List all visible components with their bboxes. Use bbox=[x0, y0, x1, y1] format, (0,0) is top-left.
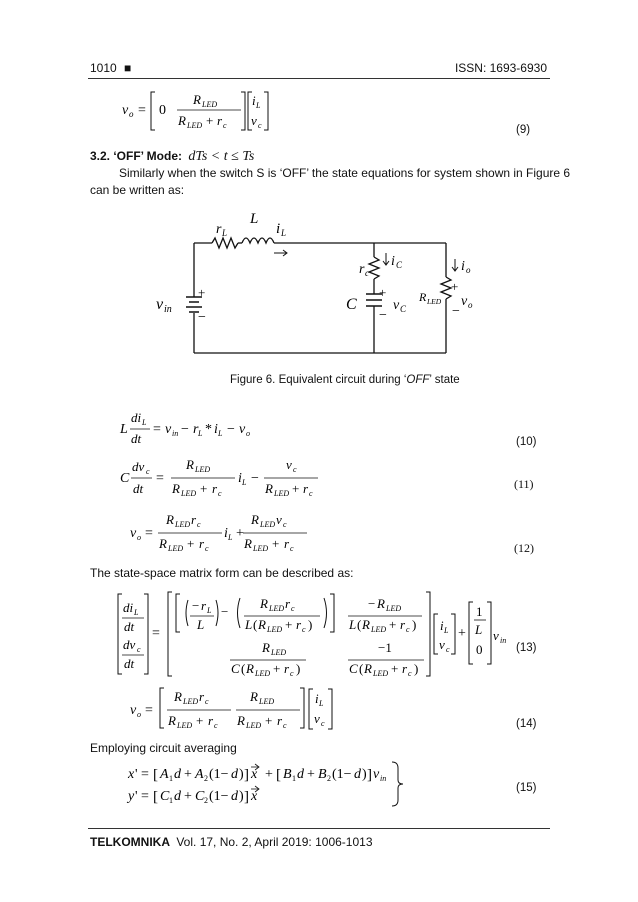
svg-text:+: + bbox=[236, 526, 244, 541]
svg-text:): ) bbox=[239, 789, 244, 804]
svg-text:v: v bbox=[439, 637, 445, 652]
svg-text:L: L bbox=[349, 617, 357, 632]
svg-text:r: r bbox=[208, 713, 214, 728]
svg-text:=: = bbox=[138, 103, 146, 118]
svg-text:+: + bbox=[379, 285, 387, 300]
svg-text:y: y bbox=[128, 789, 135, 804]
svg-text:c: c bbox=[197, 520, 201, 529]
section-heading-text: 3.2. ‘OFF’ Mode: bbox=[90, 149, 183, 163]
svg-text:R: R bbox=[265, 481, 273, 496]
svg-text:c: c bbox=[205, 544, 209, 553]
svg-text:c: c bbox=[293, 465, 297, 474]
svg-text:LED: LED bbox=[386, 604, 402, 613]
svg-text:2: 2 bbox=[327, 774, 331, 783]
svg-text:d: d bbox=[231, 789, 238, 804]
svg-text:v: v bbox=[239, 422, 246, 437]
svg-text:LED: LED bbox=[175, 520, 191, 529]
svg-text:c: c bbox=[283, 721, 287, 730]
svg-text:R: R bbox=[159, 536, 167, 551]
label-rc: r bbox=[359, 262, 365, 277]
equation-15 bbox=[126, 760, 486, 808]
svg-text:LED: LED bbox=[271, 648, 287, 657]
svg-text:d: d bbox=[297, 767, 304, 782]
issn-label: ISSN: 1693-6930 bbox=[454, 61, 547, 75]
svg-text:−: − bbox=[227, 422, 235, 437]
svg-text:dt: dt bbox=[133, 481, 144, 496]
svg-text:c: c bbox=[290, 544, 294, 553]
svg-text:v: v bbox=[286, 457, 292, 472]
svg-text:−: − bbox=[251, 471, 259, 486]
svg-text:): ) bbox=[308, 617, 313, 632]
svg-text:v: v bbox=[251, 113, 257, 128]
svg-text:c: c bbox=[446, 645, 450, 654]
svg-text:R: R bbox=[362, 617, 370, 632]
svg-text:LED: LED bbox=[181, 489, 197, 498]
equation-11 bbox=[118, 452, 318, 500]
svg-text:1: 1 bbox=[476, 604, 483, 619]
svg-text:di: di bbox=[123, 600, 134, 615]
svg-text:−: − bbox=[379, 308, 387, 323]
svg-text:+: + bbox=[196, 713, 204, 728]
svg-text:]: ] bbox=[367, 767, 372, 783]
svg-text:LED: LED bbox=[168, 544, 184, 553]
svg-text:LED: LED bbox=[195, 465, 211, 474]
svg-text:L: L bbox=[120, 422, 128, 437]
svg-text:(1−: (1− bbox=[332, 767, 352, 782]
svg-text:=: = bbox=[156, 471, 164, 486]
svg-text:r: r bbox=[285, 596, 291, 611]
footer-citation bbox=[90, 835, 373, 849]
svg-text:): ) bbox=[412, 617, 417, 632]
svg-text:di: di bbox=[131, 410, 142, 425]
svg-text:R: R bbox=[166, 512, 174, 527]
svg-text:L: L bbox=[242, 478, 247, 487]
svg-text:dt: dt bbox=[131, 431, 142, 446]
averaging-text: Employing circuit averaging bbox=[90, 741, 237, 755]
equation-14-number: (14) bbox=[516, 718, 537, 730]
svg-text:): ) bbox=[414, 661, 419, 676]
page-number: 1010 bbox=[90, 61, 117, 75]
svg-text:LED: LED bbox=[373, 669, 389, 678]
svg-text:+: + bbox=[285, 617, 293, 632]
svg-text:L: L bbox=[444, 626, 449, 635]
svg-text:i: i bbox=[224, 526, 228, 541]
svg-text:v: v bbox=[130, 703, 137, 718]
label-L: L bbox=[250, 211, 259, 227]
equation-12-second-term bbox=[243, 507, 323, 555]
svg-text:c: c bbox=[214, 721, 218, 730]
svg-text:v: v bbox=[165, 422, 172, 437]
svg-text:L: L bbox=[142, 418, 147, 427]
svg-text:=: = bbox=[153, 422, 161, 437]
svg-text:2: 2 bbox=[204, 796, 208, 805]
svg-text:i: i bbox=[214, 422, 218, 437]
svg-text:in: in bbox=[164, 304, 172, 315]
svg-text:LED: LED bbox=[187, 121, 203, 130]
statespace-text: The state-space matrix form can be described as: bbox=[90, 566, 354, 580]
page-header-left bbox=[90, 61, 131, 75]
svg-text:+: + bbox=[273, 661, 281, 676]
svg-text:−: − bbox=[192, 598, 200, 613]
svg-text:R: R bbox=[193, 92, 201, 107]
label-io: i bbox=[461, 259, 465, 274]
svg-text:LED: LED bbox=[246, 721, 262, 730]
paragraph-line-2: can be written as: bbox=[90, 183, 185, 197]
svg-text:+: + bbox=[198, 285, 206, 300]
svg-text:(1−: (1− bbox=[209, 767, 229, 782]
svg-text:R: R bbox=[377, 596, 385, 611]
svg-text:C: C bbox=[396, 260, 403, 270]
svg-text:(: ( bbox=[357, 617, 362, 632]
svg-text:C: C bbox=[160, 789, 170, 804]
paragraph-line-1: Similarly when the switch S is ‘OFF’ the state equations for system shown in Figure 6 bbox=[119, 166, 571, 180]
svg-text:LED: LED bbox=[177, 721, 193, 730]
svg-text:': ' bbox=[135, 767, 138, 782]
svg-text:=: = bbox=[145, 526, 153, 541]
svg-text:r: r bbox=[193, 422, 199, 437]
svg-text:+: + bbox=[451, 279, 459, 294]
svg-text:=: = bbox=[152, 626, 160, 641]
svg-text:L: L bbox=[228, 533, 233, 542]
equation-13-number: (13) bbox=[516, 642, 537, 654]
svg-text:r: r bbox=[191, 512, 197, 527]
svg-text:R: R bbox=[246, 661, 254, 676]
svg-text:v: v bbox=[276, 512, 282, 527]
square-marker-icon: ■ bbox=[124, 61, 132, 75]
svg-text:LED: LED bbox=[260, 520, 276, 529]
svg-text:C: C bbox=[231, 661, 240, 676]
svg-text:r: r bbox=[296, 617, 302, 632]
svg-text:L: L bbox=[256, 101, 261, 110]
equation-9-number: (9) bbox=[516, 124, 531, 136]
svg-text:c: c bbox=[291, 604, 295, 613]
svg-text:R: R bbox=[237, 713, 245, 728]
svg-text:r: r bbox=[284, 661, 290, 676]
svg-text:A: A bbox=[160, 767, 169, 782]
svg-text:R: R bbox=[250, 689, 258, 704]
svg-text:=: = bbox=[141, 789, 149, 804]
svg-text:v: v bbox=[373, 767, 380, 782]
footer-volume: Vol. 17, No. 2, April 2019: 1006-1013 bbox=[176, 835, 373, 849]
svg-text:L: L bbox=[207, 606, 212, 615]
svg-text:L: L bbox=[198, 429, 203, 438]
svg-text:(: ( bbox=[253, 617, 258, 632]
svg-text:R: R bbox=[260, 596, 268, 611]
svg-text:): ) bbox=[239, 767, 244, 782]
svg-text:i: i bbox=[252, 93, 256, 108]
svg-text:]: ] bbox=[244, 789, 249, 805]
svg-text:+: + bbox=[307, 767, 315, 782]
label-vC: v bbox=[393, 298, 400, 313]
svg-text:o: o bbox=[137, 710, 141, 719]
footer-rule bbox=[88, 828, 550, 829]
svg-text:R: R bbox=[262, 640, 270, 655]
svg-text:R: R bbox=[251, 512, 259, 527]
svg-text:r: r bbox=[284, 536, 290, 551]
svg-text:−: − bbox=[221, 604, 229, 619]
svg-text:x: x bbox=[128, 767, 135, 782]
svg-text:L: L bbox=[245, 617, 253, 632]
svg-text:c: c bbox=[302, 625, 306, 634]
svg-text:r: r bbox=[217, 113, 223, 128]
svg-text:+: + bbox=[184, 767, 192, 782]
svg-text:i: i bbox=[315, 691, 319, 706]
svg-text:+: + bbox=[391, 661, 399, 676]
svg-text:o: o bbox=[129, 109, 134, 119]
svg-text:x: x bbox=[251, 789, 258, 804]
svg-text:LED: LED bbox=[274, 489, 290, 498]
svg-text:LED: LED bbox=[259, 697, 275, 706]
svg-text:L: L bbox=[475, 622, 483, 637]
svg-text:[: [ bbox=[153, 767, 158, 783]
svg-text:[: [ bbox=[153, 789, 158, 805]
svg-text:c: c bbox=[218, 489, 222, 498]
svg-text:R: R bbox=[172, 481, 180, 496]
svg-text:L: L bbox=[218, 429, 223, 438]
svg-text:R: R bbox=[364, 661, 372, 676]
svg-text:−: − bbox=[198, 310, 206, 325]
svg-text:B: B bbox=[318, 767, 327, 782]
svg-text:L: L bbox=[197, 617, 205, 632]
svg-text:A: A bbox=[195, 767, 204, 782]
svg-text:−: − bbox=[452, 304, 460, 319]
svg-text:0: 0 bbox=[476, 642, 483, 657]
svg-text:C: C bbox=[120, 471, 130, 486]
svg-text:C: C bbox=[195, 789, 205, 804]
svg-text:i: i bbox=[238, 471, 242, 486]
svg-text:=: = bbox=[145, 703, 153, 718]
svg-text:LED: LED bbox=[255, 669, 271, 678]
svg-text:dv: dv bbox=[132, 459, 145, 474]
label-vin: v bbox=[156, 296, 164, 313]
svg-text:R: R bbox=[258, 617, 266, 632]
svg-text:*: * bbox=[205, 422, 212, 437]
svg-text:r: r bbox=[199, 689, 205, 704]
label-C: C bbox=[346, 296, 357, 313]
equation-12-number: (12) bbox=[514, 541, 534, 555]
svg-text:+: + bbox=[265, 767, 273, 782]
svg-text:C: C bbox=[349, 661, 358, 676]
svg-text:LED: LED bbox=[202, 100, 218, 109]
svg-text:LED: LED bbox=[253, 544, 269, 553]
svg-text:d: d bbox=[354, 767, 361, 782]
current-arrow-icon bbox=[274, 250, 287, 256]
svg-text:c: c bbox=[309, 489, 313, 498]
svg-text:+: + bbox=[389, 617, 397, 632]
svg-text:x: x bbox=[251, 767, 258, 782]
equation-10-number: (10) bbox=[516, 436, 537, 448]
svg-text:(1−: (1− bbox=[209, 789, 229, 804]
svg-text:[: [ bbox=[276, 767, 281, 783]
svg-text:dt: dt bbox=[124, 656, 135, 671]
figure-caption: Figure 6. Equivalent circuit during ‘OFF’ state bbox=[230, 374, 460, 386]
svg-text:o: o bbox=[246, 429, 250, 438]
svg-text:R: R bbox=[186, 457, 194, 472]
svg-text:v: v bbox=[314, 711, 320, 726]
svg-text:−1: −1 bbox=[378, 640, 392, 655]
svg-text:R: R bbox=[168, 713, 176, 728]
svg-text:(: ( bbox=[241, 661, 246, 676]
label-RLED: R bbox=[419, 290, 427, 304]
svg-text:L: L bbox=[222, 228, 228, 238]
svg-text:c: c bbox=[321, 719, 325, 728]
header-rule bbox=[88, 78, 550, 79]
svg-text:L: L bbox=[281, 228, 287, 238]
svg-text:c: c bbox=[258, 121, 262, 130]
svg-text:c: c bbox=[283, 520, 287, 529]
svg-text:c: c bbox=[365, 268, 369, 278]
svg-text:]: ] bbox=[244, 767, 249, 783]
svg-text:d: d bbox=[231, 767, 238, 782]
label-iC: i bbox=[391, 254, 395, 269]
svg-text:−: − bbox=[368, 596, 376, 611]
svg-text:+: + bbox=[200, 481, 208, 496]
svg-text:r: r bbox=[201, 598, 207, 613]
equation-11-number: (11) bbox=[514, 477, 534, 491]
svg-text:): ) bbox=[296, 661, 301, 676]
svg-text:+: + bbox=[184, 789, 192, 804]
svg-text:r: r bbox=[277, 713, 283, 728]
svg-text:0: 0 bbox=[159, 103, 166, 118]
equation-15-number: (15) bbox=[516, 782, 537, 794]
svg-text:c: c bbox=[406, 625, 410, 634]
svg-text:): ) bbox=[362, 767, 367, 782]
svg-text:LED: LED bbox=[183, 697, 199, 706]
svg-text:in: in bbox=[172, 429, 179, 438]
svg-text:LED: LED bbox=[371, 625, 387, 634]
svg-text:dv: dv bbox=[123, 637, 136, 652]
svg-text:v: v bbox=[493, 628, 499, 643]
svg-text:r: r bbox=[199, 536, 205, 551]
current-arrow-icon bbox=[452, 259, 458, 271]
section-heading-math: dTs < t ≤ Ts bbox=[188, 149, 255, 164]
svg-text:C: C bbox=[400, 304, 407, 314]
svg-text:c: c bbox=[137, 645, 141, 654]
svg-text:o: o bbox=[466, 265, 471, 275]
svg-text:r: r bbox=[303, 481, 309, 496]
svg-text:r: r bbox=[400, 617, 406, 632]
svg-text:': ' bbox=[135, 789, 138, 804]
svg-text:(: ( bbox=[359, 661, 364, 676]
svg-text:1: 1 bbox=[169, 796, 173, 805]
svg-text:=: = bbox=[141, 767, 149, 782]
label-vo: v bbox=[461, 294, 468, 309]
svg-text:R: R bbox=[178, 113, 186, 128]
svg-text:r: r bbox=[212, 481, 218, 496]
svg-text:r: r bbox=[402, 661, 408, 676]
svg-text:c: c bbox=[290, 669, 294, 678]
svg-text:d: d bbox=[174, 789, 181, 804]
svg-text:R: R bbox=[244, 536, 252, 551]
svg-text:B: B bbox=[283, 767, 292, 782]
svg-text:dt: dt bbox=[124, 619, 135, 634]
svg-text:1: 1 bbox=[292, 774, 296, 783]
svg-text:c: c bbox=[205, 697, 209, 706]
svg-text:+: + bbox=[265, 713, 273, 728]
svg-text:+: + bbox=[458, 626, 466, 641]
equation-14 bbox=[118, 684, 318, 732]
svg-text:L: L bbox=[319, 699, 324, 708]
svg-text:LED: LED bbox=[267, 625, 283, 634]
svg-text:+: + bbox=[187, 536, 195, 551]
svg-text:i: i bbox=[440, 618, 444, 633]
svg-text:in: in bbox=[500, 636, 507, 645]
svg-text:−: − bbox=[181, 422, 189, 437]
svg-text:1: 1 bbox=[169, 774, 173, 783]
current-arrow-icon bbox=[383, 253, 389, 265]
svg-text:v: v bbox=[130, 526, 137, 541]
footer-journal: TELKOMNIKA bbox=[90, 835, 170, 849]
label-rL: r bbox=[216, 222, 222, 237]
svg-text:c: c bbox=[146, 467, 150, 476]
svg-text:+: + bbox=[206, 113, 214, 128]
svg-text:o: o bbox=[137, 533, 141, 542]
equation-9 bbox=[110, 88, 270, 134]
svg-text:in: in bbox=[380, 774, 387, 783]
svg-text:LED: LED bbox=[427, 297, 442, 306]
svg-text:+: + bbox=[272, 536, 280, 551]
svg-text:L: L bbox=[134, 608, 139, 617]
svg-text:R: R bbox=[174, 689, 182, 704]
svg-text:c: c bbox=[223, 121, 227, 130]
svg-text:+: + bbox=[292, 481, 300, 496]
circuit-diagram bbox=[150, 205, 490, 360]
svg-text:v: v bbox=[122, 103, 129, 118]
svg-text:LED: LED bbox=[269, 604, 285, 613]
svg-text:2: 2 bbox=[204, 774, 208, 783]
equation-14-state-vector bbox=[307, 688, 337, 730]
equation-10 bbox=[118, 408, 278, 448]
svg-text:o: o bbox=[468, 300, 473, 310]
equation-13 bbox=[110, 588, 510, 680]
label-iL: i bbox=[276, 221, 281, 237]
svg-text:d: d bbox=[174, 767, 181, 782]
svg-text:c: c bbox=[408, 669, 412, 678]
